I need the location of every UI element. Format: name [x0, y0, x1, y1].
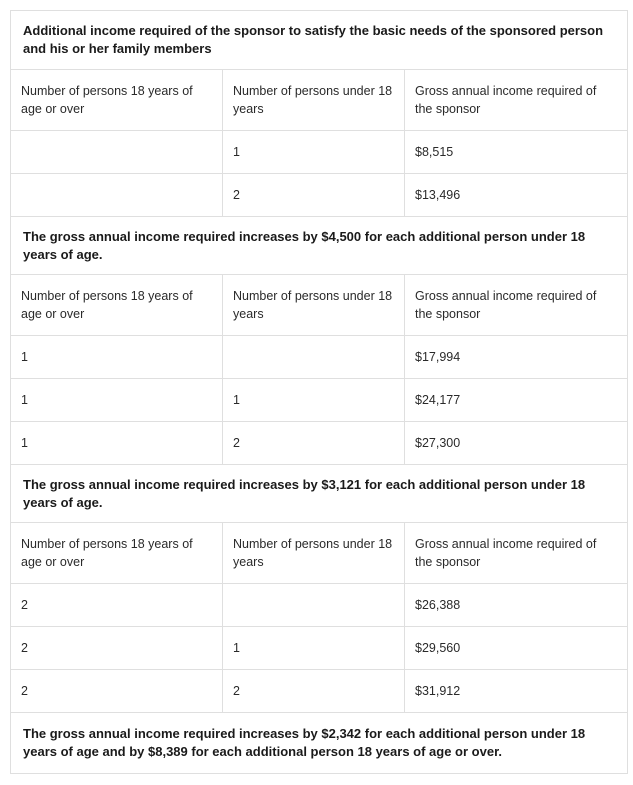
- title-row: [11, 11, 628, 70]
- cell-minors: [223, 336, 405, 379]
- income-requirements-table: [10, 10, 628, 774]
- cell-adults: 1: [11, 422, 223, 465]
- cell-minors: 1: [223, 379, 405, 422]
- column-header-row: [11, 523, 628, 584]
- note-row: [11, 465, 628, 523]
- table-row: [11, 379, 628, 422]
- cell-minors: 1: [223, 627, 405, 670]
- cell-adults: [11, 174, 223, 217]
- cell-adults: 1: [11, 336, 223, 379]
- cell-income: $24,177: [405, 379, 628, 422]
- cell-adults: 2: [11, 584, 223, 627]
- header-minors: Number of persons under 18 years: [223, 70, 405, 131]
- cell-minors: [223, 584, 405, 627]
- header-income: Gross annual income required of the sponsor: [405, 275, 628, 336]
- header-adults: Number of persons 18 years of age or over: [11, 523, 223, 584]
- header-income: Gross annual income required of the sponsor: [405, 523, 628, 584]
- cell-income: $17,994: [405, 336, 628, 379]
- column-header-row: [11, 70, 628, 131]
- note-row: [11, 713, 628, 774]
- cell-adults: 1: [11, 379, 223, 422]
- cell-income: $27,300: [405, 422, 628, 465]
- cell-adults: 2: [11, 627, 223, 670]
- header-minors: Number of persons under 18 years: [223, 275, 405, 336]
- header-minors: Number of persons under 18 years: [223, 523, 405, 584]
- table-row: [11, 670, 628, 713]
- cell-minors: 1: [223, 131, 405, 174]
- table-row: [11, 336, 628, 379]
- header-income: Gross annual income required of the sponsor: [405, 70, 628, 131]
- section-note: The gross annual income required increases by $3,121 for each additional person under 18 years of age.: [11, 465, 628, 523]
- table-row: [11, 584, 628, 627]
- cell-income: $8,515: [405, 131, 628, 174]
- table-row: [11, 422, 628, 465]
- header-adults: Number of persons 18 years of age or over: [11, 275, 223, 336]
- table-row: [11, 131, 628, 174]
- cell-income: $29,560: [405, 627, 628, 670]
- cell-minors: 2: [223, 174, 405, 217]
- table-row: [11, 174, 628, 217]
- cell-adults: 2: [11, 670, 223, 713]
- note-row: [11, 217, 628, 275]
- cell-income: $13,496: [405, 174, 628, 217]
- section-note: The gross annual income required increases by $2,342 for each additional person under 18 years of age and by $8,389 for each additional person 18 years of age or over.: [11, 713, 628, 774]
- cell-minors: 2: [223, 422, 405, 465]
- header-adults: Number of persons 18 years of age or over: [11, 70, 223, 131]
- table-row: [11, 627, 628, 670]
- section-note: The gross annual income required increases by $4,500 for each additional person under 18 years of age.: [11, 217, 628, 275]
- cell-income: $26,388: [405, 584, 628, 627]
- table-title: Additional income required of the sponsor to satisfy the basic needs of the sponsored person and his or her family members: [11, 11, 628, 70]
- cell-adults: [11, 131, 223, 174]
- column-header-row: [11, 275, 628, 336]
- cell-minors: 2: [223, 670, 405, 713]
- cell-income: $31,912: [405, 670, 628, 713]
